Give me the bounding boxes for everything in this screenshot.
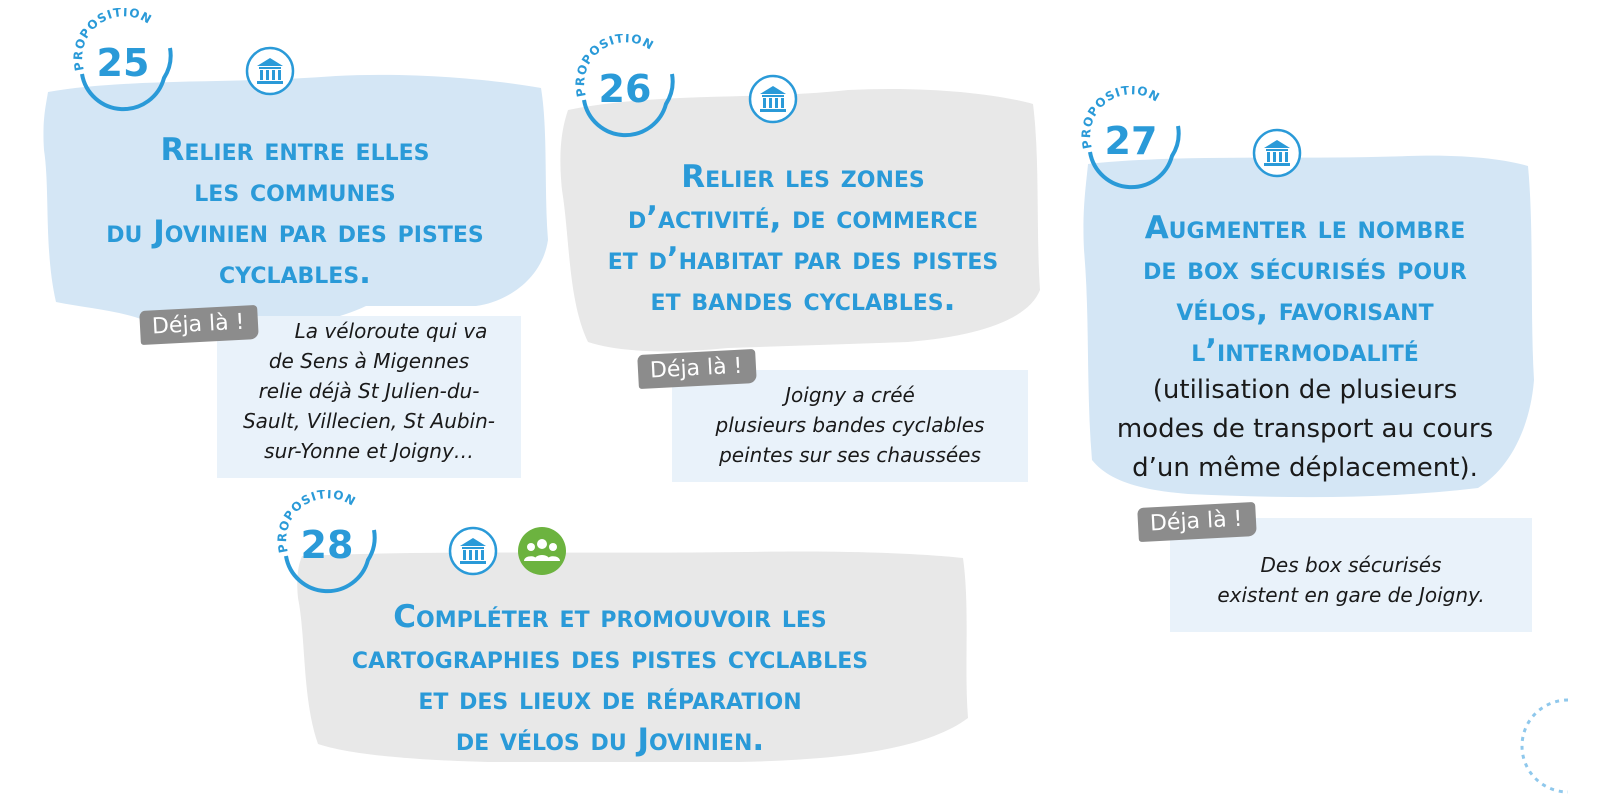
badge-word: PROPOSITION xyxy=(573,34,657,99)
title-line: d’activité, de commerce xyxy=(627,200,979,236)
existing-note-25 xyxy=(217,316,521,466)
title-line: et des lieux de réparation xyxy=(418,681,802,717)
proposition-title-27 xyxy=(1090,208,1520,372)
title-line: Relier entre elles xyxy=(160,132,430,168)
note-line: Joigny a créé xyxy=(785,383,915,407)
note-line: plusieurs bandes cyclables xyxy=(715,413,985,437)
proposition-number: 25 xyxy=(96,41,150,85)
title-line: et d’habitat par des pistes xyxy=(607,241,999,277)
note-line: existent en gare de Joigny. xyxy=(1217,583,1485,607)
institution-icon xyxy=(448,526,498,576)
proposition-badge-26 xyxy=(570,34,680,144)
proposition-title-25 xyxy=(60,130,530,294)
proposition-number: 27 xyxy=(1104,119,1158,163)
institution-icon xyxy=(748,74,798,124)
decorative-circle xyxy=(1508,696,1598,796)
group-icon xyxy=(517,526,567,576)
title-line: Compléter et promouvoir les xyxy=(393,599,827,635)
note-line: peintes sur ses chaussées xyxy=(719,443,981,467)
institution-icon xyxy=(245,46,295,96)
description-line: modes de transport au cours xyxy=(1116,414,1494,444)
proposition-number: 28 xyxy=(300,523,354,567)
title-line: l’intermodalité xyxy=(1191,333,1419,369)
deja-la-tag: Déja là ! xyxy=(637,349,757,389)
note-line: sur-Yonne et Joigny… xyxy=(264,439,474,463)
title-line: cyclables. xyxy=(219,255,371,291)
deja-la-tag: Déja là ! xyxy=(1137,502,1257,542)
note-line: Des box sécurisés xyxy=(1260,553,1442,577)
existing-note-26 xyxy=(672,380,1028,470)
note-line: La véloroute qui va xyxy=(294,319,488,343)
proposition-title-28 xyxy=(300,597,920,761)
title-line: de vélos du Jovinien. xyxy=(455,722,765,758)
description-line: (utilisation de plusieurs xyxy=(1152,375,1458,405)
proposition-description-27 xyxy=(1090,371,1520,488)
proposition-title-26 xyxy=(568,157,1038,321)
existing-note-27 xyxy=(1170,550,1532,610)
institution-icon xyxy=(1252,128,1302,178)
note-line: Sault, Villecien, St Aubin- xyxy=(242,409,496,433)
title-line: les communes xyxy=(194,173,396,209)
title-line: Relier les zones xyxy=(681,159,925,195)
title-line: du Jovinien par des pistes xyxy=(106,214,484,250)
title-line: Augmenter le nombre xyxy=(1144,210,1466,246)
badge-word: PROPOSITION xyxy=(275,490,359,555)
proposition-number: 26 xyxy=(598,67,652,111)
description-line: d’un même déplacement). xyxy=(1132,453,1478,483)
title-line: vélos, favorisant xyxy=(1176,292,1434,328)
badge-word: PROPOSITION xyxy=(71,8,155,73)
note-line: de Sens à Migennes xyxy=(268,349,470,373)
proposition-badge-28 xyxy=(272,490,382,600)
badge-word: PROPOSITION xyxy=(1079,86,1163,151)
note-line: relie déjà St Julien-du- xyxy=(258,379,480,403)
title-line: et bandes cyclables. xyxy=(650,282,956,318)
proposition-badge-25 xyxy=(68,8,178,118)
proposition-badge-27 xyxy=(1076,86,1186,196)
title-line: cartographies des pistes cyclables xyxy=(351,640,869,676)
title-line: de box sécurisés pour xyxy=(1143,251,1467,287)
deja-la-tag: Déja là ! xyxy=(139,305,259,345)
